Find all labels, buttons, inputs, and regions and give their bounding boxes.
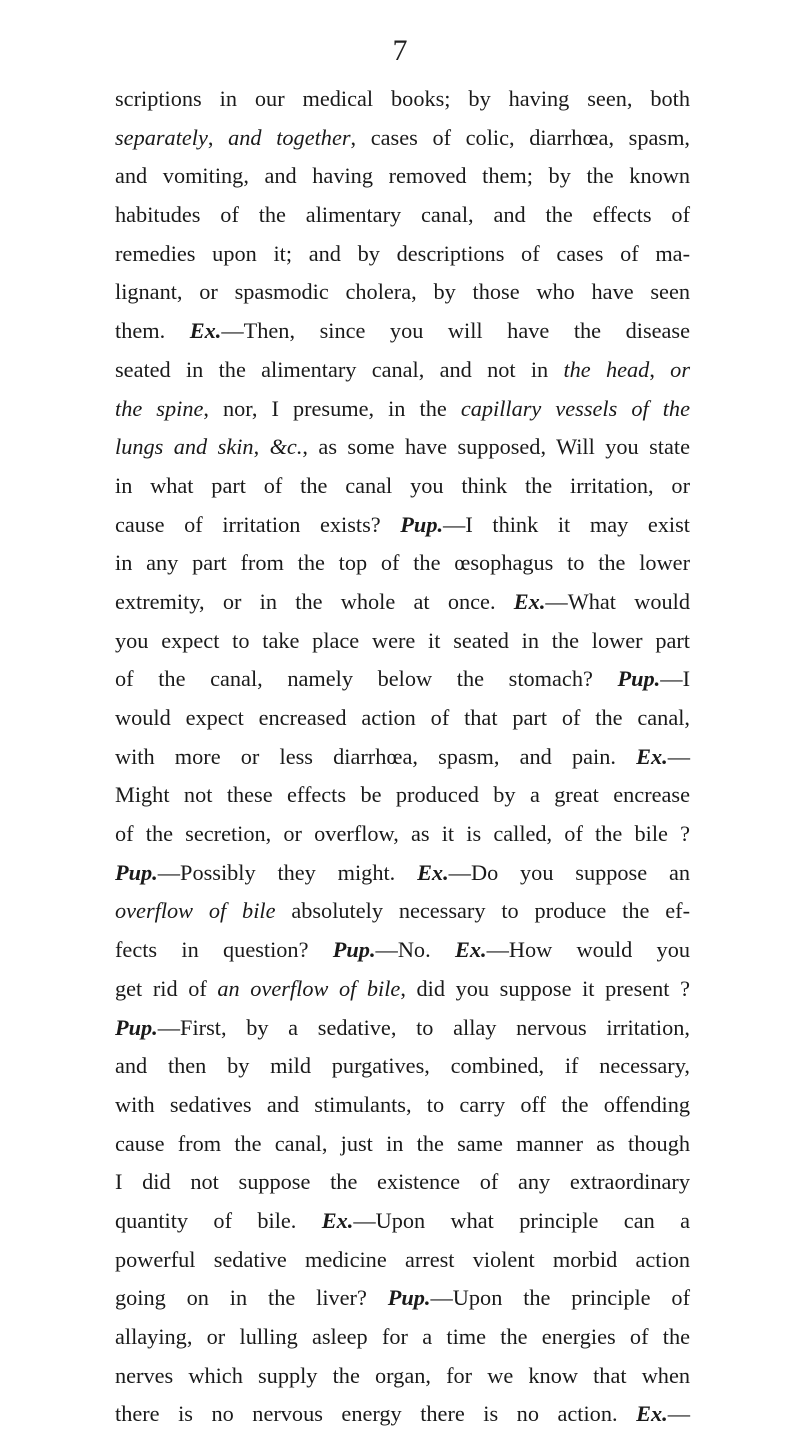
text-segment: remedies upon it; and by descriptions of cases of ma-	[115, 240, 690, 266]
text-segment: powerful sedative medicine arrest violent morbid action	[115, 1246, 690, 1272]
text-segment: Might not these effects be produced by a great encrease	[115, 782, 690, 808]
italic-text: overflow of bile	[115, 898, 276, 924]
text-segment: —Do you suppose an	[448, 859, 690, 885]
text-line	[115, 235, 690, 274]
text-segment: , cases of colic, diarrhœa, spasm,	[350, 124, 690, 150]
text-segment: with sedatives and stimulants, to carry off the offending	[115, 1091, 690, 1117]
italic-text: lungs and skin	[115, 434, 254, 460]
text-segment: there is no nervous energy there is no action.	[115, 1401, 637, 1427]
text-line	[115, 390, 690, 429]
speaker-label: Ex.	[636, 743, 668, 769]
text-line	[115, 970, 690, 1009]
text-segment: scriptions in our medical books; by having seen, both	[115, 86, 690, 111]
text-segment: get rid of	[115, 975, 218, 1001]
text-segment: fects in question?	[115, 937, 333, 963]
text-segment: extremity, or in the whole at once.	[115, 588, 514, 614]
text-segment: and then by mild purgatives, combined, if necessary,	[115, 1053, 690, 1079]
text-line	[115, 157, 690, 196]
text-line	[115, 273, 690, 312]
text-line	[115, 892, 690, 931]
text-segment: , nor, I presume, in the	[203, 395, 461, 421]
text-segment: quantity of bile.	[115, 1207, 322, 1233]
italic-text: the spine	[115, 395, 204, 421]
text-line	[115, 776, 690, 815]
italic-text: capillary vessels of the	[460, 395, 690, 421]
text-segment: cause of irritation exists?	[115, 511, 401, 537]
text-line	[115, 738, 690, 777]
text-segment: —Possibly they might.	[157, 859, 418, 885]
text-segment: —Then, since you will have the disease	[221, 318, 690, 344]
text-line	[115, 1163, 690, 1202]
text-segment: going on in the liver?	[115, 1285, 388, 1311]
speaker-label: Ex.	[454, 937, 487, 963]
text-segment: allaying, or lulling asleep for a time the energies of the	[115, 1324, 690, 1349]
text-line	[115, 80, 690, 119]
text-segment: ,	[207, 124, 229, 150]
text-segment: —Upon what principle can a	[353, 1207, 690, 1233]
speaker-label: Pup.	[332, 937, 376, 963]
speaker-label: Pup.	[387, 1285, 431, 1311]
text-line	[115, 1009, 690, 1048]
speaker-label: Ex.	[417, 859, 449, 885]
text-line	[115, 583, 690, 622]
text-line	[115, 931, 690, 970]
text-segment: —No.	[375, 937, 455, 963]
text-line	[115, 506, 690, 545]
text-segment: , as some have supposed, Will you state	[302, 434, 690, 460]
text-segment: in what part of the canal you think the irritation, or	[115, 472, 690, 498]
text-line	[115, 544, 690, 583]
text-segment: —What would	[545, 588, 690, 614]
text-line	[115, 1202, 690, 1241]
speaker-label: Ex.	[513, 588, 546, 614]
text-line	[115, 854, 690, 893]
text-line	[115, 351, 690, 390]
text-segment: absolutely necessary to produce the ef-	[275, 898, 690, 924]
speaker-label: Ex.	[636, 1401, 668, 1427]
text-segment: in any part from the top of the œsophagus to the lower	[115, 550, 690, 576]
text-line	[115, 1395, 690, 1434]
speaker-label: Pup.	[115, 859, 158, 885]
text-segment: with more or less diarrhœa, spasm, and pain.	[115, 743, 637, 769]
speaker-label: Ex.	[321, 1207, 354, 1233]
text-segment: nerves which supply the organ, for we know that when	[115, 1362, 690, 1388]
italic-text: the head	[563, 356, 650, 382]
text-line	[115, 1241, 690, 1280]
speaker-label: Pup.	[400, 511, 444, 537]
italic-text: &c.	[269, 434, 303, 460]
text-line	[115, 1318, 690, 1357]
text-segment: cause from the canal, just in the same manner as though	[115, 1130, 690, 1156]
text-line	[115, 1125, 690, 1164]
text-segment: habitudes of the alimentary canal, and the effects of	[115, 202, 690, 228]
text-line	[115, 1086, 690, 1125]
text-segment: ,	[649, 356, 671, 382]
speaker-label: Pup.	[115, 1014, 158, 1040]
text-segment: of the canal, namely below the stomach?	[115, 666, 618, 692]
text-line	[115, 1357, 690, 1396]
text-line	[115, 428, 690, 467]
text-line	[115, 467, 690, 506]
text-line	[115, 312, 690, 351]
speaker-label: Ex.	[189, 318, 222, 344]
text-line	[115, 815, 690, 854]
text-segment: I did not suppose the existence of any extraordinary	[115, 1169, 690, 1195]
text-segment: them.	[115, 318, 190, 344]
text-segment: would expect encreased action of that part of the canal,	[115, 705, 690, 730]
text-segment: —	[667, 743, 690, 769]
italic-text: an overflow of bile	[217, 975, 401, 1001]
text-line	[115, 660, 690, 699]
italic-text: and together	[228, 124, 351, 150]
text-segment: ,	[253, 434, 270, 460]
text-line	[115, 1279, 690, 1318]
body-text	[115, 80, 690, 1434]
text-line	[115, 699, 690, 738]
text-segment: seated in the alimentary canal, and not in	[115, 356, 564, 382]
text-segment: —First, by a sedative, to allay nervous irritation,	[157, 1014, 690, 1040]
text-line	[115, 119, 690, 158]
text-segment: , did you suppose it present ?	[400, 975, 690, 1001]
italic-text: separately	[115, 124, 208, 150]
text-segment: —Upon the principle of	[430, 1285, 690, 1311]
text-segment: you expect to take place were it seated in the lower part	[115, 627, 690, 653]
text-segment: of the secretion, or overflow, as it is called, of the bile ?	[115, 821, 690, 847]
text-segment: —I	[660, 666, 690, 692]
text-segment: and vomiting, and having removed them; by the known	[115, 163, 690, 189]
text-line	[115, 196, 690, 235]
text-segment: lignant, or spasmodic cholera, by those who have seen	[115, 279, 690, 305]
text-segment: —How would you	[486, 937, 690, 963]
page-number: 7	[392, 34, 408, 67]
text-segment: —I think it may exist	[443, 511, 690, 537]
text-segment: —	[667, 1401, 690, 1427]
speaker-label: Pup.	[617, 666, 661, 692]
text-line	[115, 622, 690, 661]
italic-text: or	[670, 356, 690, 382]
text-line	[115, 1047, 690, 1086]
